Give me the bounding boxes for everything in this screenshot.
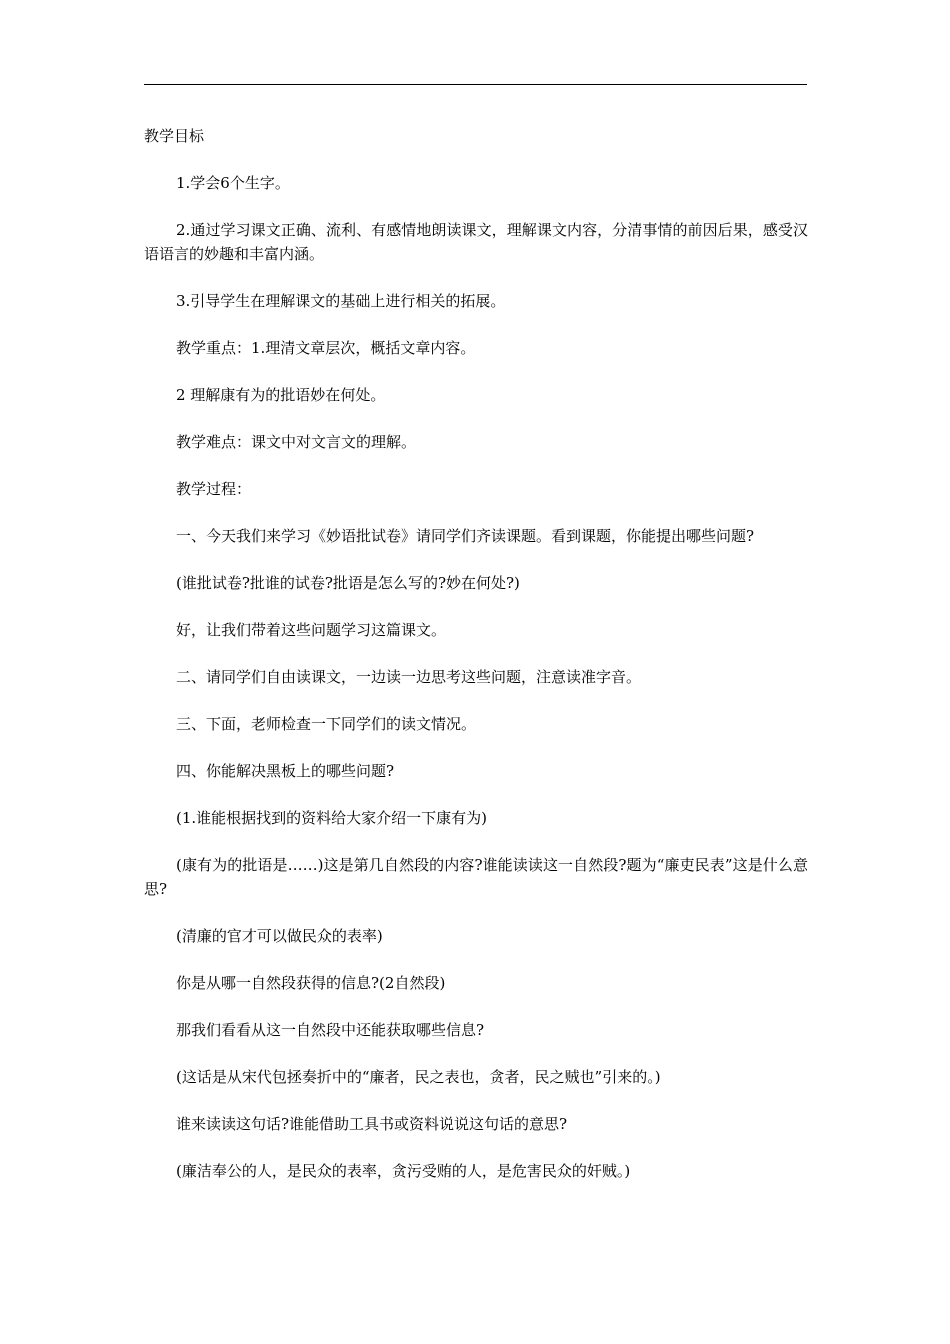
paragraph: 四、你能解决黑板上的哪些问题? [176,762,395,780]
paragraph: 好，让我们带着这些问题学习这篇课文。 [176,621,447,639]
paragraph: 谁来读读这句话?谁能借助工具书或资料说说这句话的意思? [176,1115,568,1133]
paragraph: (廉洁奉公的人，是民众的表率，贪污受贿的人，是危害民众的奸贼。) [176,1162,631,1180]
paragraph: 教学过程： [176,480,252,498]
paragraph: 三、下面，老师检查一下同学们的读文情况。 [176,715,477,733]
paragraph: (1.谁能根据找到的资料给大家介绍一下康有为) [176,809,488,827]
document-body [144,124,808,1206]
paragraph: 2.通过学习课文正确、流利、有感情地朗读课文，理解课文内容，分清事情的前因后果，感受汉语语言的妙趣和丰富内涵。 [144,221,808,263]
header-rule [144,84,807,85]
paragraph: 2 理解康有为的批语妙在何处。 [176,386,386,404]
paragraph: 你是从哪一自然段获得的信息?(2自然段) [176,974,446,992]
section-heading: 教学目标 [144,127,205,145]
paragraph: 二、请同学们自由读课文，一边读一边思考这些问题，注意读准字音。 [176,668,642,686]
paragraph: 教学重点：1.理清文章层次，概括文章内容。 [176,339,476,357]
paragraph: (清廉的官才可以做民众的表率) [176,927,383,945]
paragraph: 一、今天我们来学习《妙语批试卷》请同学们齐读课题。看到课题，你能提出哪些问题? [176,527,755,545]
paragraph: (谁批试卷?批谁的试卷?批语是怎么写的?妙在何处?) [176,574,520,592]
paragraph: 那我们看看从这一自然段中还能获取哪些信息? [176,1021,485,1039]
paragraph: 教学难点：课文中对文言文的理解。 [176,433,417,451]
paragraph: 1.学会6个生字。 [176,174,290,192]
paragraph: (这话是从宋代包拯奏折中的“廉者，民之表也，贪者，民之贼也”引来的。) [176,1068,661,1086]
paragraph: (康有为的批语是……)这是第几自然段的内容?谁能读读这一自然段?题为“廉吏民表”这是什么意思? [144,856,808,898]
paragraph: 3.引导学生在理解课文的基础上进行相关的拓展。 [176,292,506,310]
